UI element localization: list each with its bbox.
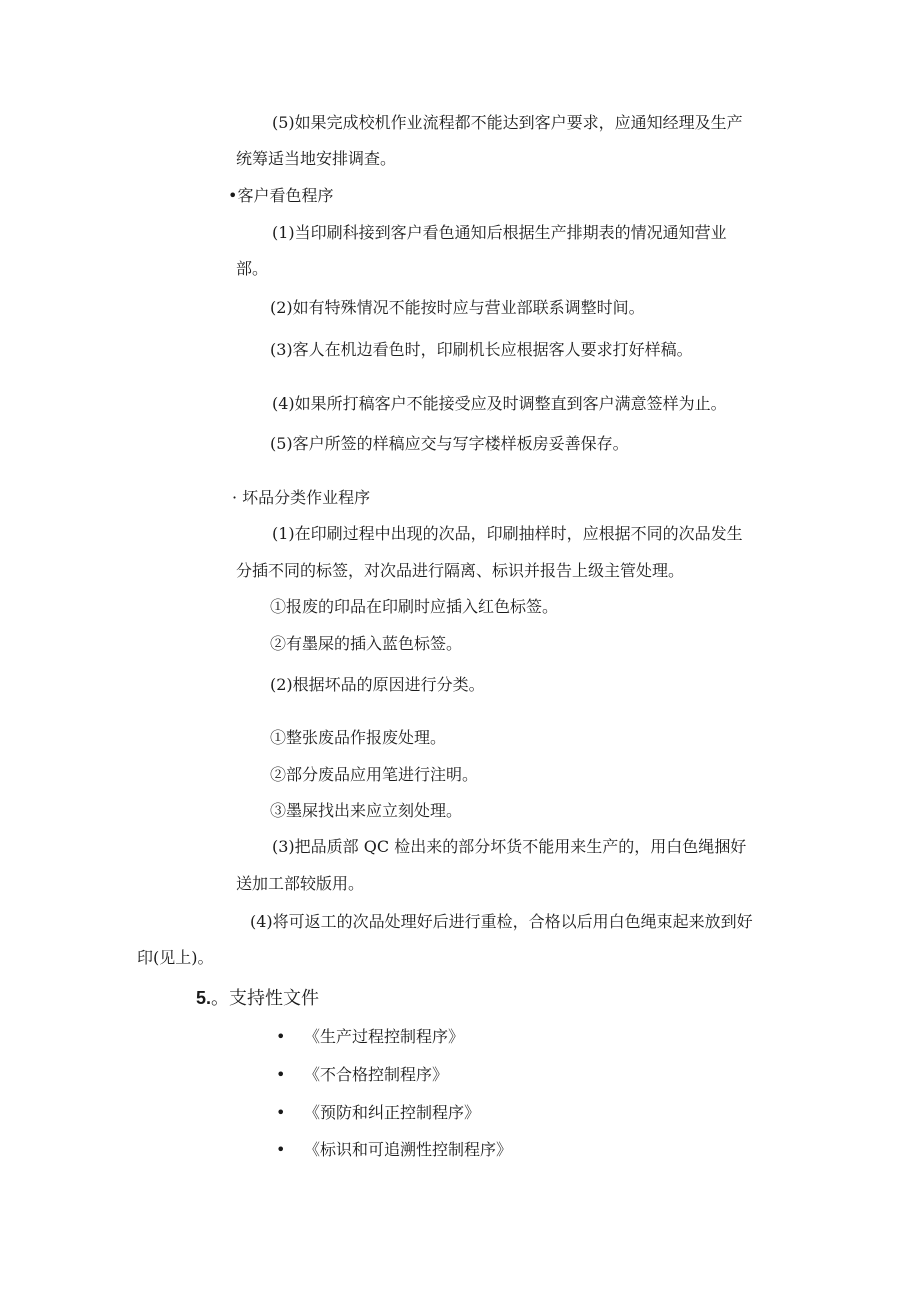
color-review-step-5-line-2: 统筹适当地安排调查。 xyxy=(236,149,397,168)
bullet-icon: • xyxy=(276,1140,286,1159)
supporting-document-title: 《标识和可追溯性控制程序》 xyxy=(304,1140,513,1159)
bullet-icon: • xyxy=(276,1103,286,1122)
customer-color-step-2: (2)如有特殊情况不能按时应与营业部联系调整时间。 xyxy=(270,298,645,317)
section-number: 5. xyxy=(196,988,212,1008)
defect-step-4-line-2: 印(见上)。 xyxy=(137,948,214,967)
customer-color-check-heading: •客户看色程序 xyxy=(228,186,334,205)
defect-step-2-sub-b: ②部分废品应用笔进行注明。 xyxy=(270,765,479,784)
bullet-icon: • xyxy=(276,1065,286,1084)
defect-step-1-sub-b: ②有墨屎的插入蓝色标签。 xyxy=(270,634,463,653)
section-title: 。支持性文件 xyxy=(211,988,320,1009)
defect-step-2: (2)根据坏品的原因进行分类。 xyxy=(270,675,485,694)
supporting-document-title: 《不合格控制程序》 xyxy=(304,1065,449,1084)
defect-step-3-line-2: 送加工部较版用。 xyxy=(236,874,365,893)
customer-color-step-3: (3)客人在机边看色时，印刷机长应根据客人要求打好样稿。 xyxy=(270,340,693,359)
supporting-document-title: 《生产过程控制程序》 xyxy=(304,1027,465,1046)
defect-step-4-line-1: (4)将可返工的次品处理好后进行重检，合格以后用白色绳束起来放到好 xyxy=(250,912,753,931)
customer-color-step-4: (4)如果所打稿客户不能接受应及时调整直到客户满意签样为止。 xyxy=(272,394,727,413)
defect-sorting-heading: · 坏品分类作业程序 xyxy=(232,488,371,507)
defect-step-3-line-1: (3)把品质部 QC 检出来的部分坏货不能用来生产的，用白色绳捆好 xyxy=(272,837,747,856)
color-review-step-5-line-1: (5)如果完成校机作业流程都不能达到客户要求，应通知经理及生产 xyxy=(272,113,743,132)
defect-step-1-sub-a: ①报废的印品在印刷时应插入红色标签。 xyxy=(270,597,559,616)
defect-step-2-sub-c: ③墨屎找出来应立刻处理。 xyxy=(270,801,463,820)
bullet-icon: • xyxy=(276,1027,286,1046)
defect-step-2-sub-a: ①整张废品作报废处理。 xyxy=(270,728,447,747)
defect-step-1-line-1: (1)在印刷过程中出现的次品，印刷抽样时，应根据不同的次品发生 xyxy=(272,524,743,543)
customer-color-step-1-line-2: 部。 xyxy=(236,259,269,278)
supporting-documents-heading xyxy=(196,987,319,1010)
supporting-document-title: 《预防和纠正控制程序》 xyxy=(304,1103,481,1122)
customer-color-step-5: (5)客户所签的样稿应交与写字楼样板房妥善保存。 xyxy=(270,434,629,453)
customer-color-step-1-line-1: (1)当印刷科接到客户看色通知后根据生产排期表的情况通知营业 xyxy=(272,223,727,242)
defect-step-1-line-2: 分插不同的标签，对次品进行隔离、标识并报告上级主管处理。 xyxy=(236,561,685,580)
